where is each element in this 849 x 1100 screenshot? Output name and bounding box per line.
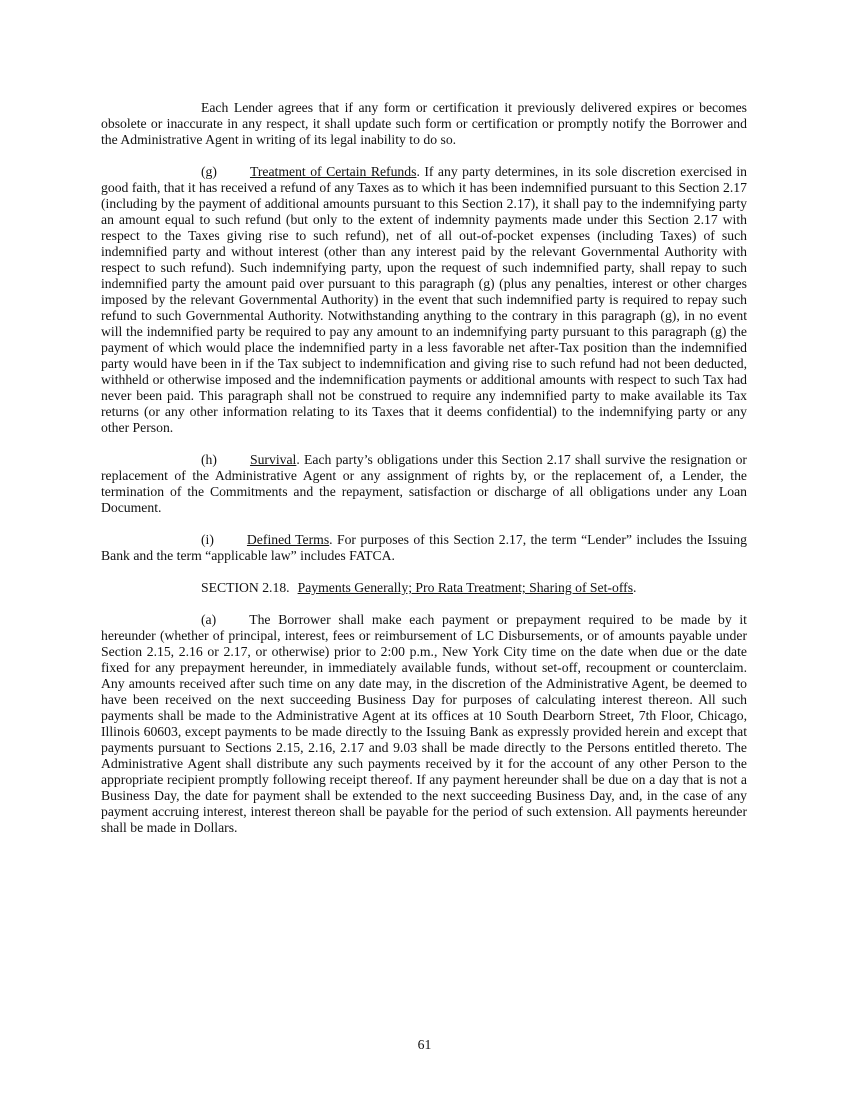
paragraph-form-update [101,100,747,148]
paragraph-h-survival [101,452,747,516]
paragraph-h-marker: (h) [201,452,217,467]
paragraph-i-defined-terms [101,532,747,564]
paragraph-g-marker: (g) [201,164,217,179]
paragraph-i-marker: (i) [201,532,214,547]
paragraph-g-treatment-of-refunds [101,164,747,436]
section-2-18-period: . [633,580,637,595]
paragraph-i-text: . For purposes of this Section 2.17, the term “Lender” includes the Issuing Bank and the term “applicable law” includes FATCA. [101,532,747,563]
document-body [101,100,747,852]
section-2-18-heading [101,580,747,596]
paragraph-a-payments [101,612,747,836]
page-number: 61 [417,1037,432,1052]
paragraph-form-update-text: Each Lender agrees that if any form or certification it previously delivered expires or becomes obsolete or inaccurate in any respect, it shall update such form or certification or promptly notify the Borrower and the Administrative Agent in writing of its legal inability to do so. [101,100,747,147]
paragraph-g-title: Treatment of Certain Refunds [249,164,417,179]
paragraph-h-text: . Each party’s obligations under this Section 2.17 shall survive the resignation or replacement of the Administrative Agent or any assignment of rights by, or the replacement of, a Lender, the termination of the Commitments and the repayment, satisfaction or discharge of all obligations under any Loan Document. [101,452,747,515]
paragraph-a-marker: (a) [201,612,217,627]
paragraph-h-title: Survival [249,452,297,467]
paragraph-i-title: Defined Terms [246,532,330,547]
paragraph-g-text: . If any party determines, in its sole discretion exercised in good faith, that it has received a refund of any Taxes as to which it has been indemnified pursuant to this Section 2.17 (including by the payment of additional amounts pursuant to this Section 2.17), it shall pay to the indemnifying party an amount equal to such refund (but only to the extent of indemnity payments made under this Section 2.17 with respect to the Taxes giving rise to such refund), net of all out-of-pocket expenses (including Taxes) of such indemnified party and without interest (other than any interest paid by the relevant Governmental Authority with respect to such refund). Such indemnifying party, upon the request of such indemnified party, shall repay to such indemnified party the amount paid over pursuant to this paragraph (g) (plus any penalties, interest or other charges imposed by the relevant Governmental Authority) in the event that such indemnified party is required to repay such refund to such Governmental Authority. Notwithstanding anything to the contrary in this paragraph (g), in no event will the indemnified party be required to pay any amount to an indemnifying party pursuant to this paragraph (g) the payment of which would place the indemnified party in a less favorable net after-Tax position than the indemnified party would have been in if the Tax subject to indemnification and giving rise to such refund had not been deducted, withheld or otherwise imposed and the indemnification payments or additional amounts with respect to such Tax had never been paid. This paragraph shall not be construed to require any indemnified party to make available its Tax returns (or any other information relating to its Taxes that it deems confidential) to the indemnifying party or any other Person. [101,164,747,435]
paragraph-a-text: The Borrower shall make each payment or prepayment required to be made by it hereunder (whether of principal, interest, fees or reimbursement of LC Disbursements, or of amounts payable under Section 2.15, 2.16 or 2.17, or otherwise) prior to 2:00 p.m., New York City time on the date when due or the date fixed for any prepayment hereunder, in immediately available funds, without set-off, recoupment or counterclaim. Any amounts received after such time on any date may, in the discretion of the Administrative Agent, be deemed to have been received on the next succeeding Business Day for purposes of calculating interest thereon. All such payments shall be made to the Administrative Agent at its offices at 10 South Dearborn Street, 7th Floor, Chicago, Illinois 60603, except payments to be made directly to the Issuing Bank as expressly provided herein and except that payments pursuant to Sections 2.15, 2.16, 2.17 and 9.03 shall be made directly to the Persons entitled thereto. The Administrative Agent shall distribute any such payments received by it for the account of any other Person to the appropriate recipient promptly following receipt thereof. If any payment hereunder shall be due on a day that is not a Business Day, the date for payment shall be extended to the next succeeding Business Day, and, in the case of any payment accruing interest, interest thereon shall be payable for the period of such extension. All payments hereunder shall be made in Dollars. [101,612,747,835]
section-2-18-label: SECTION 2.18. [201,580,290,595]
section-2-18-title: Payments Generally; Pro Rata Treatment; Sharing of Set-offs [297,580,634,595]
